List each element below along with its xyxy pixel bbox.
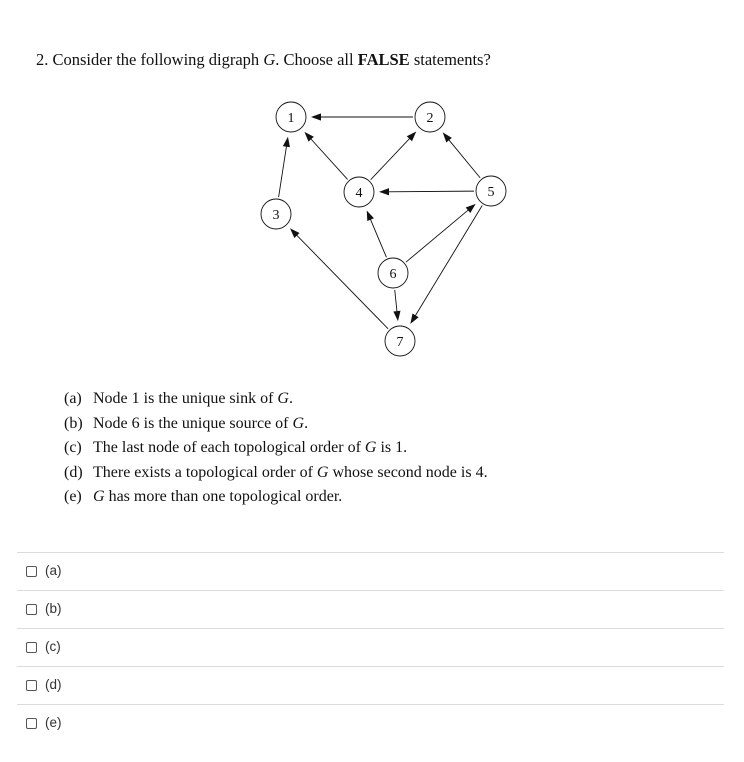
checkbox-a[interactable] bbox=[26, 566, 37, 577]
statement-d: (d) There exists a topological order of G whose second node is 4. bbox=[64, 463, 488, 481]
edge-4-to-1 bbox=[309, 137, 347, 179]
edge-3-to-1 bbox=[279, 144, 287, 198]
edge-5-to-2 bbox=[447, 138, 480, 178]
arrowhead-6-to-4 bbox=[367, 210, 374, 221]
option-e[interactable] bbox=[17, 704, 724, 742]
option-label: (b) bbox=[45, 601, 62, 616]
node-3-label: 3 bbox=[272, 208, 280, 223]
node-2-label: 2 bbox=[426, 111, 434, 126]
arrowhead-5-to-7 bbox=[410, 313, 418, 323]
checkbox-e[interactable] bbox=[26, 718, 37, 729]
checkbox-c[interactable] bbox=[26, 642, 37, 653]
option-label: (c) bbox=[45, 639, 61, 654]
question-suffix: statements? bbox=[413, 50, 491, 69]
node-4-label: 4 bbox=[355, 186, 363, 201]
edge-6-to-7 bbox=[395, 290, 397, 314]
graph-edges bbox=[279, 113, 483, 328]
graph-nodes bbox=[261, 102, 506, 356]
arrowhead-6-to-7 bbox=[393, 311, 400, 321]
option-label: (e) bbox=[45, 715, 62, 730]
option-d[interactable] bbox=[17, 666, 724, 704]
option-a[interactable] bbox=[17, 552, 724, 590]
question-number: 2. bbox=[36, 50, 49, 69]
option-c[interactable] bbox=[17, 628, 724, 666]
arrowhead-5-to-4 bbox=[379, 188, 389, 195]
option-b[interactable] bbox=[17, 590, 724, 628]
answer-options bbox=[17, 552, 724, 742]
checkbox-b[interactable] bbox=[26, 604, 37, 615]
node-6-label: 6 bbox=[389, 267, 397, 282]
node-1-label: 1 bbox=[287, 111, 295, 126]
question-emphasis: FALSE bbox=[357, 50, 410, 69]
statement-a: (a) Node 1 is the unique sink of G. bbox=[64, 390, 293, 407]
statement-e: (e) G has more than one topological order. bbox=[64, 488, 343, 505]
edge-4-to-2 bbox=[371, 137, 412, 180]
statement-b: (b) Node 6 is the unique source of G. bbox=[64, 414, 309, 432]
statement-c: (c) The last node of each topological order of G is 1. bbox=[64, 439, 408, 456]
edge-6-to-4 bbox=[369, 217, 386, 257]
option-label: (d) bbox=[45, 677, 62, 692]
digraph-figure bbox=[250, 95, 520, 365]
question-middle: . Choose all bbox=[275, 50, 354, 69]
question-prefix: Consider the following digraph bbox=[52, 50, 260, 69]
option-label: (a) bbox=[45, 563, 62, 578]
question-title bbox=[36, 50, 491, 70]
arrowhead-3-to-1 bbox=[283, 137, 290, 147]
edge-5-to-7 bbox=[414, 206, 482, 318]
node-7-label: 7 bbox=[396, 335, 404, 350]
edge-5-to-4 bbox=[386, 191, 474, 192]
edge-7-to-3 bbox=[295, 233, 388, 329]
edge-6-to-5 bbox=[406, 208, 470, 262]
checkbox-d[interactable] bbox=[26, 680, 37, 691]
arrowhead-5-to-2 bbox=[443, 132, 452, 142]
node-5-label: 5 bbox=[487, 185, 495, 200]
statement-list bbox=[64, 387, 488, 510]
arrowhead-2-to-1 bbox=[311, 113, 321, 120]
arrowhead-6-to-5 bbox=[466, 204, 476, 213]
graph-symbol: G bbox=[263, 50, 276, 69]
